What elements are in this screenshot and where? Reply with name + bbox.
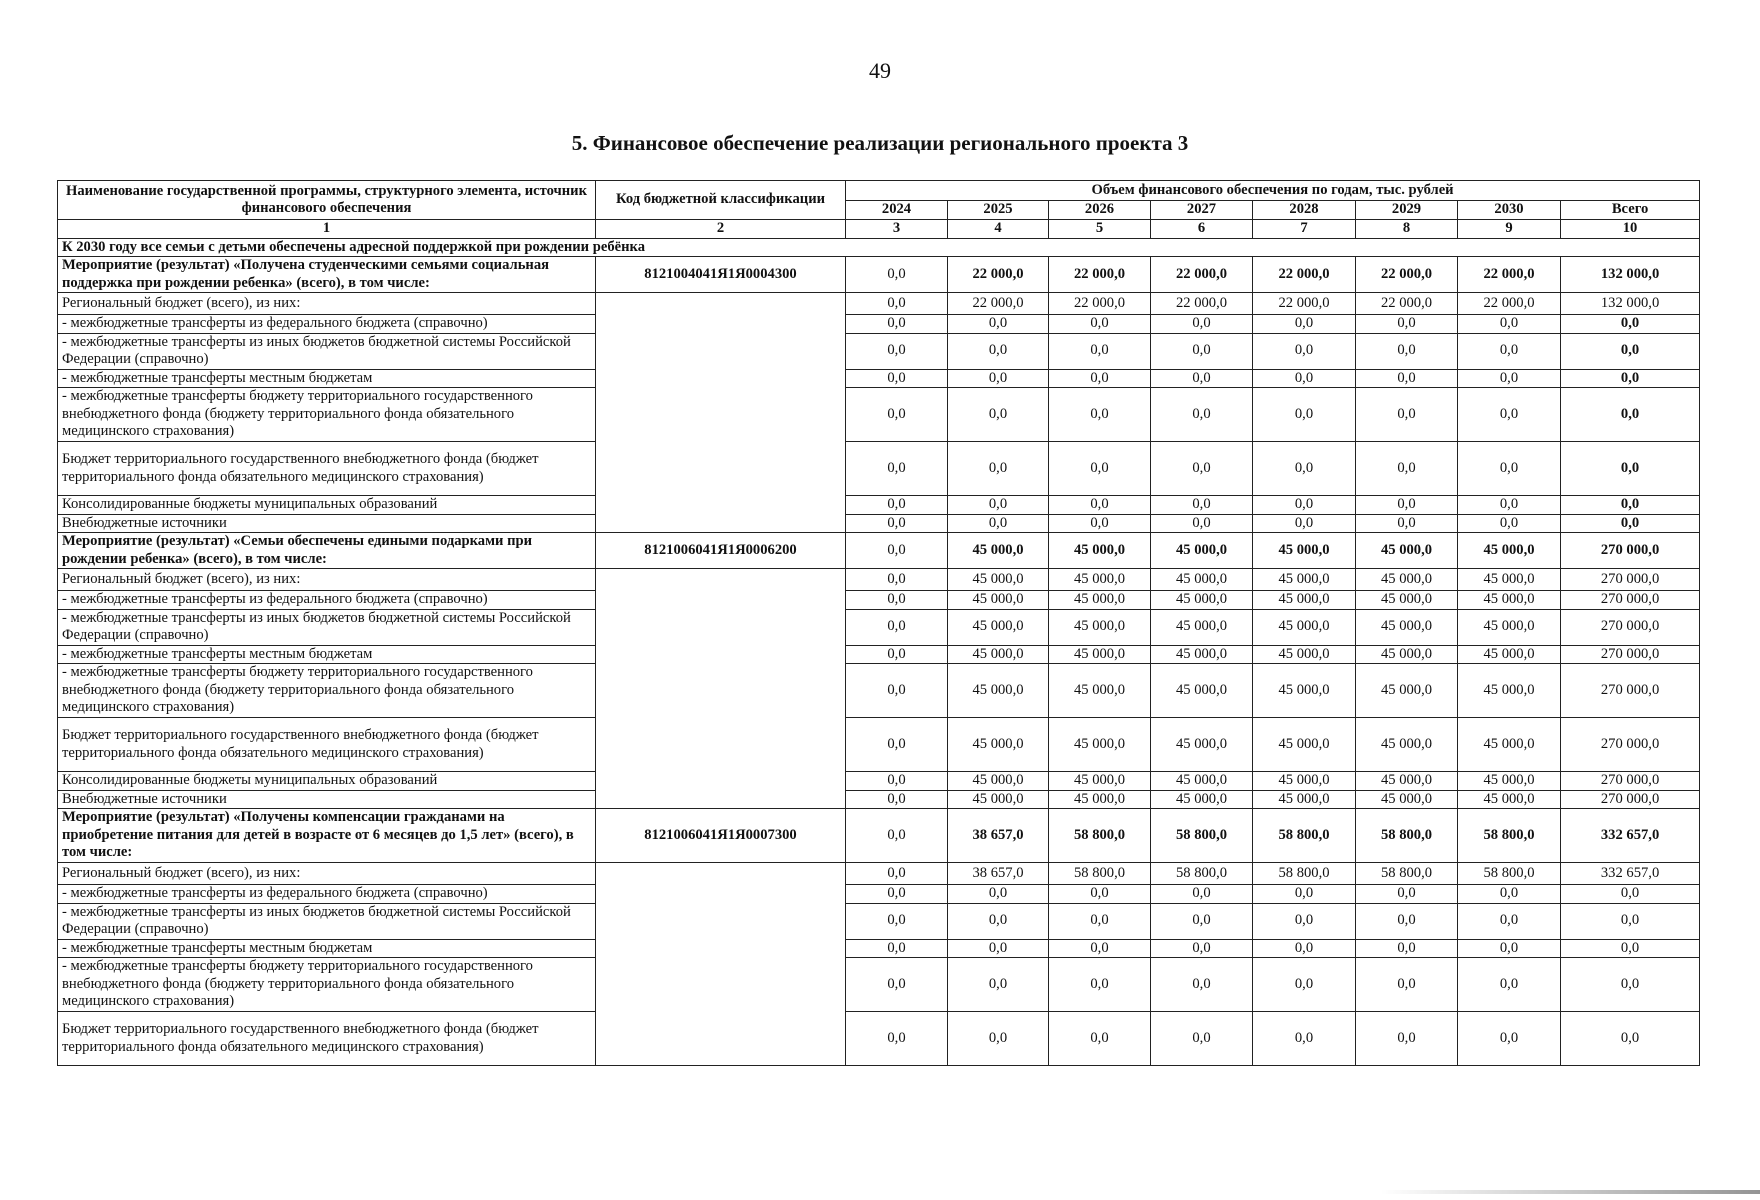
event-title: Мероприятие (результат) «Семьи обеспечены едиными подарками при рождении ребенка» (всего), в том числе:: [58, 533, 596, 569]
source-year-value: 0,0: [846, 315, 948, 334]
column-number: 3: [846, 220, 948, 239]
source-year-value: 0,0: [846, 609, 948, 645]
source-row: [58, 315, 1700, 334]
source-year-value: 0,0: [1458, 315, 1561, 334]
source-year-value: 22 000,0: [1151, 293, 1253, 315]
source-year-value: 45 000,0: [1253, 790, 1356, 809]
source-year-value: 45 000,0: [1151, 645, 1253, 664]
source-row: [58, 885, 1700, 904]
event-title: Мероприятие (результат) «Получена студенческими семьями социальная поддержка при рождении ребенка» (всего), в том числе:: [58, 257, 596, 293]
code-blank-cell: [596, 863, 846, 1066]
event-year-value: 0,0: [846, 533, 948, 569]
source-year-value: 0,0: [846, 903, 948, 939]
source-year-value: 0,0: [846, 772, 948, 791]
source-year-value: 45 000,0: [948, 591, 1049, 610]
source-year-value: 0,0: [1356, 333, 1458, 369]
budget-code: 8121006041Я1Я0007300: [596, 809, 846, 863]
source-year-value: 0,0: [1458, 369, 1561, 388]
source-year-value: 0,0: [1049, 496, 1151, 515]
event-year-value: 45 000,0: [1151, 533, 1253, 569]
source-year-value: 0,0: [1049, 315, 1151, 334]
source-total-value: 132 000,0: [1561, 293, 1700, 315]
source-year-value: 0,0: [948, 1012, 1049, 1066]
event-year-value: 58 800,0: [1151, 809, 1253, 863]
source-year-value: 0,0: [948, 315, 1049, 334]
source-total-value: 0,0: [1561, 939, 1700, 958]
column-number: 8: [1356, 220, 1458, 239]
document-title: 5. Финансовое обеспечение реализации регионального проекта 3: [571, 131, 1189, 155]
source-year-value: 0,0: [1049, 514, 1151, 533]
source-year-value: 45 000,0: [1253, 772, 1356, 791]
source-year-value: 45 000,0: [1049, 664, 1151, 718]
source-year-value: 45 000,0: [1253, 664, 1356, 718]
source-row: [58, 939, 1700, 958]
source-year-value: 38 657,0: [948, 863, 1049, 885]
source-year-value: 45 000,0: [1253, 591, 1356, 610]
source-year-value: 0,0: [1458, 885, 1561, 904]
source-year-value: 45 000,0: [948, 609, 1049, 645]
event-year-value: 58 800,0: [1049, 809, 1151, 863]
header-name: Наименование государственной программы, структурного элемента, источник финансового обеспечения: [58, 181, 596, 220]
source-year-value: 45 000,0: [1356, 609, 1458, 645]
header-volume: Объем финансового обеспечения по годам, тыс. рублей: [846, 181, 1700, 201]
source-label: Бюджет территориального государственного внебюджетного фонда (бюджет территориального фонда обязательного медицинского страхования): [58, 442, 596, 496]
source-year-value: 45 000,0: [1253, 645, 1356, 664]
source-year-value: 0,0: [1151, 514, 1253, 533]
header-total: Всего: [1561, 201, 1700, 220]
source-row: [58, 772, 1700, 791]
source-year-value: 0,0: [1253, 388, 1356, 442]
source-total-value: 270 000,0: [1561, 609, 1700, 645]
source-year-value: 0,0: [846, 863, 948, 885]
source-total-value: 270 000,0: [1561, 645, 1700, 664]
source-total-value: 270 000,0: [1561, 664, 1700, 718]
source-year-value: 0,0: [1253, 496, 1356, 515]
source-year-value: 0,0: [948, 442, 1049, 496]
source-year-value: 0,0: [1458, 514, 1561, 533]
source-total-value: 0,0: [1561, 958, 1700, 1012]
source-year-value: 0,0: [846, 790, 948, 809]
source-year-value: 45 000,0: [1049, 569, 1151, 591]
source-total-value: 0,0: [1561, 369, 1700, 388]
source-label: Региональный бюджет (всего), из них:: [58, 293, 596, 315]
source-year-value: 45 000,0: [1151, 664, 1253, 718]
event-year-value: 45 000,0: [948, 533, 1049, 569]
source-total-value: 0,0: [1561, 442, 1700, 496]
header-year: 2029: [1356, 201, 1458, 220]
source-year-value: 45 000,0: [948, 664, 1049, 718]
source-year-value: 0,0: [1253, 514, 1356, 533]
source-year-value: 0,0: [1356, 958, 1458, 1012]
source-year-value: 0,0: [1253, 885, 1356, 904]
source-year-value: 45 000,0: [1253, 569, 1356, 591]
source-year-value: 0,0: [1356, 514, 1458, 533]
source-year-value: 0,0: [1356, 903, 1458, 939]
source-year-value: 0,0: [1356, 885, 1458, 904]
source-year-value: 0,0: [846, 569, 948, 591]
budget-code: 8121004041Я1Я0004300: [596, 257, 846, 293]
source-year-value: 0,0: [948, 939, 1049, 958]
source-total-value: 0,0: [1561, 333, 1700, 369]
source-year-value: 0,0: [846, 645, 948, 664]
source-year-value: 0,0: [846, 388, 948, 442]
code-blank-cell: [596, 293, 846, 533]
source-total-value: 270 000,0: [1561, 772, 1700, 791]
source-year-value: 0,0: [1458, 496, 1561, 515]
source-year-value: 22 000,0: [1356, 293, 1458, 315]
source-year-value: 45 000,0: [948, 718, 1049, 772]
source-row: [58, 569, 1700, 591]
source-total-value: 0,0: [1561, 388, 1700, 442]
source-year-value: 0,0: [1458, 442, 1561, 496]
event-year-value: 22 000,0: [1458, 257, 1561, 293]
financing-table-wrapper: [57, 180, 1700, 1066]
event-year-value: 58 800,0: [1253, 809, 1356, 863]
source-year-value: 45 000,0: [1049, 609, 1151, 645]
source-year-value: 45 000,0: [1151, 718, 1253, 772]
source-year-value: 0,0: [1151, 442, 1253, 496]
source-row: [58, 442, 1700, 496]
event-year-value: 22 000,0: [1356, 257, 1458, 293]
source-year-value: 45 000,0: [1253, 609, 1356, 645]
source-year-value: 0,0: [846, 333, 948, 369]
source-year-value: 45 000,0: [1356, 591, 1458, 610]
source-label: - межбюджетные трансферты из иных бюджетов бюджетной системы Российской Федерации (справочно): [58, 903, 596, 939]
source-year-value: 0,0: [1356, 939, 1458, 958]
source-year-value: 0,0: [948, 903, 1049, 939]
source-year-value: 0,0: [1253, 369, 1356, 388]
source-year-value: 0,0: [1151, 333, 1253, 369]
source-year-value: 22 000,0: [948, 293, 1049, 315]
header-year: 2024: [846, 201, 948, 220]
event-year-value: 22 000,0: [1253, 257, 1356, 293]
source-label: Бюджет территориального государственного внебюджетного фонда (бюджет территориального фонда обязательного медицинского страхования): [58, 1012, 596, 1066]
source-total-value: 270 000,0: [1561, 591, 1700, 610]
column-number: 6: [1151, 220, 1253, 239]
source-total-value: 0,0: [1561, 885, 1700, 904]
source-year-value: 0,0: [1049, 903, 1151, 939]
source-year-value: 0,0: [1049, 369, 1151, 388]
event-year-value: 45 000,0: [1458, 533, 1561, 569]
source-year-value: 45 000,0: [1049, 591, 1151, 610]
source-label: - межбюджетные трансферты из иных бюджетов бюджетной системы Российской Федерации (справочно): [58, 333, 596, 369]
source-label: - межбюджетные трансферты местным бюджетам: [58, 369, 596, 388]
source-year-value: 0,0: [1253, 442, 1356, 496]
source-year-value: 0,0: [846, 939, 948, 958]
column-number: 5: [1049, 220, 1151, 239]
source-year-value: 0,0: [1151, 369, 1253, 388]
source-year-value: 0,0: [1253, 958, 1356, 1012]
source-row: [58, 591, 1700, 610]
source-total-value: 0,0: [1561, 1012, 1700, 1066]
budget-code: 8121006041Я1Я0006200: [596, 533, 846, 569]
source-year-value: 58 800,0: [1253, 863, 1356, 885]
source-year-value: 0,0: [846, 885, 948, 904]
source-year-value: 45 000,0: [1458, 569, 1561, 591]
event-year-value: 22 000,0: [1151, 257, 1253, 293]
event-year-value: 45 000,0: [1049, 533, 1151, 569]
source-year-value: 45 000,0: [1356, 645, 1458, 664]
source-year-value: 0,0: [948, 333, 1049, 369]
source-label: - межбюджетные трансферты местным бюджетам: [58, 939, 596, 958]
source-year-value: 0,0: [1356, 1012, 1458, 1066]
source-row: [58, 496, 1700, 515]
source-year-value: 0,0: [1458, 958, 1561, 1012]
source-year-value: 45 000,0: [1356, 664, 1458, 718]
source-label: - межбюджетные трансферты бюджету территориального государственного внебюджетного фонда (бюджету территориального фонда обязательного медицинского страхования): [58, 664, 596, 718]
source-total-value: 0,0: [1561, 315, 1700, 334]
source-year-value: 22 000,0: [1049, 293, 1151, 315]
source-year-value: 0,0: [846, 442, 948, 496]
source-year-value: 45 000,0: [948, 569, 1049, 591]
source-label: - межбюджетные трансферты из федерального бюджета (справочно): [58, 885, 596, 904]
source-row: [58, 790, 1700, 809]
source-year-value: 58 800,0: [1356, 863, 1458, 885]
source-year-value: 0,0: [1151, 885, 1253, 904]
source-total-value: 270 000,0: [1561, 790, 1700, 809]
source-year-value: 45 000,0: [1049, 772, 1151, 791]
source-year-value: 45 000,0: [1151, 609, 1253, 645]
event-total-value: 132 000,0: [1561, 257, 1700, 293]
source-year-value: 0,0: [1356, 315, 1458, 334]
source-year-value: 0,0: [1049, 388, 1151, 442]
source-year-value: 0,0: [1356, 442, 1458, 496]
source-year-value: 0,0: [1151, 315, 1253, 334]
source-year-value: 0,0: [1458, 1012, 1561, 1066]
source-label: - межбюджетные трансферты бюджету территориального государственного внебюджетного фонда (бюджету территориального фонда обязательного медицинского страхования): [58, 388, 596, 442]
source-year-value: 0,0: [1049, 885, 1151, 904]
source-year-value: 0,0: [846, 293, 948, 315]
source-year-value: 0,0: [846, 958, 948, 1012]
header-year: 2028: [1253, 201, 1356, 220]
source-year-value: 45 000,0: [1458, 591, 1561, 610]
event-year-value: 22 000,0: [948, 257, 1049, 293]
source-year-value: 45 000,0: [1356, 569, 1458, 591]
source-year-value: 0,0: [846, 591, 948, 610]
column-number: 4: [948, 220, 1049, 239]
source-year-value: 0,0: [948, 369, 1049, 388]
source-label: - межбюджетные трансферты местным бюджетам: [58, 645, 596, 664]
source-year-value: 0,0: [948, 885, 1049, 904]
source-year-value: 0,0: [1458, 333, 1561, 369]
source-year-value: 0,0: [846, 369, 948, 388]
source-row: [58, 388, 1700, 442]
source-year-value: 0,0: [1458, 939, 1561, 958]
source-row: [58, 333, 1700, 369]
source-year-value: 0,0: [1458, 388, 1561, 442]
source-label: Консолидированные бюджеты муниципальных образований: [58, 496, 596, 515]
source-year-value: 0,0: [1151, 388, 1253, 442]
event-total-value: 332 657,0: [1561, 809, 1700, 863]
column-number: 1: [58, 220, 596, 239]
source-year-value: 0,0: [1356, 496, 1458, 515]
event-row: [58, 809, 1700, 863]
source-total-value: 270 000,0: [1561, 718, 1700, 772]
source-label: - межбюджетные трансферты из иных бюджетов бюджетной системы Российской Федерации (справочно): [58, 609, 596, 645]
source-year-value: 22 000,0: [1458, 293, 1561, 315]
source-year-value: 45 000,0: [1151, 772, 1253, 791]
source-year-value: 45 000,0: [1356, 772, 1458, 791]
source-year-value: 0,0: [1049, 1012, 1151, 1066]
source-year-value: 0,0: [1253, 939, 1356, 958]
source-row: [58, 514, 1700, 533]
source-label: - межбюджетные трансферты из федерального бюджета (справочно): [58, 591, 596, 610]
source-row: [58, 863, 1700, 885]
source-year-value: 0,0: [846, 718, 948, 772]
source-total-value: 0,0: [1561, 514, 1700, 533]
code-blank-cell: [596, 569, 846, 809]
event-row: [58, 257, 1700, 293]
event-year-value: 45 000,0: [1253, 533, 1356, 569]
header-year: 2027: [1151, 201, 1253, 220]
source-year-value: 0,0: [1253, 1012, 1356, 1066]
source-year-value: 0,0: [1151, 1012, 1253, 1066]
header-year: 2025: [948, 201, 1049, 220]
header-year: 2030: [1458, 201, 1561, 220]
source-label: Внебюджетные источники: [58, 790, 596, 809]
source-year-value: 45 000,0: [1458, 772, 1561, 791]
source-label: - межбюджетные трансферты бюджету территориального государственного внебюджетного фонда (бюджету территориального фонда обязательного медицинского страхования): [58, 958, 596, 1012]
source-row: [58, 903, 1700, 939]
source-year-value: 45 000,0: [1458, 718, 1561, 772]
section-title: К 2030 году все семьи с детьми обеспечены адресной поддержкой при рождении ребёнка: [58, 238, 1700, 257]
source-total-value: 0,0: [1561, 903, 1700, 939]
source-year-value: 45 000,0: [1049, 790, 1151, 809]
event-total-value: 270 000,0: [1561, 533, 1700, 569]
source-total-value: 332 657,0: [1561, 863, 1700, 885]
source-row: [58, 664, 1700, 718]
source-year-value: 0,0: [1356, 388, 1458, 442]
source-year-value: 0,0: [1356, 369, 1458, 388]
source-year-value: 0,0: [1151, 958, 1253, 1012]
source-year-value: 0,0: [846, 664, 948, 718]
source-year-value: 0,0: [948, 514, 1049, 533]
event-year-value: 58 800,0: [1458, 809, 1561, 863]
source-label: Региональный бюджет (всего), из них:: [58, 569, 596, 591]
column-number: 9: [1458, 220, 1561, 239]
source-year-value: 45 000,0: [1458, 790, 1561, 809]
column-number: 10: [1561, 220, 1700, 239]
source-year-value: 0,0: [1458, 903, 1561, 939]
source-year-value: 0,0: [1151, 939, 1253, 958]
column-number: 2: [596, 220, 846, 239]
source-label: - межбюджетные трансферты из федерального бюджета (справочно): [58, 315, 596, 334]
source-year-value: 0,0: [1253, 315, 1356, 334]
source-row: [58, 609, 1700, 645]
source-year-value: 45 000,0: [1458, 664, 1561, 718]
source-year-value: 0,0: [1049, 939, 1151, 958]
source-year-value: 0,0: [1049, 333, 1151, 369]
event-year-value: 58 800,0: [1356, 809, 1458, 863]
source-year-value: 0,0: [948, 958, 1049, 1012]
source-year-value: 0,0: [846, 1012, 948, 1066]
source-year-value: 0,0: [846, 496, 948, 515]
source-total-value: 0,0: [1561, 496, 1700, 515]
source-year-value: 45 000,0: [1049, 718, 1151, 772]
source-year-value: 0,0: [1151, 903, 1253, 939]
source-year-value: 58 800,0: [1049, 863, 1151, 885]
page-number: 49: [869, 58, 891, 83]
source-year-value: 58 800,0: [1458, 863, 1561, 885]
source-row: [58, 958, 1700, 1012]
source-year-value: 0,0: [1049, 958, 1151, 1012]
source-year-value: 45 000,0: [1356, 790, 1458, 809]
source-row: [58, 718, 1700, 772]
source-total-value: 270 000,0: [1561, 569, 1700, 591]
source-label: Консолидированные бюджеты муниципальных образований: [58, 772, 596, 791]
event-year-value: 45 000,0: [1356, 533, 1458, 569]
source-year-value: 58 800,0: [1151, 863, 1253, 885]
source-year-value: 45 000,0: [1356, 718, 1458, 772]
scan-edge-shadow: [1380, 1190, 1760, 1194]
source-year-value: 45 000,0: [1151, 790, 1253, 809]
event-year-value: 22 000,0: [1049, 257, 1151, 293]
source-year-value: 45 000,0: [1151, 591, 1253, 610]
source-year-value: 45 000,0: [1049, 645, 1151, 664]
source-year-value: 0,0: [1049, 442, 1151, 496]
source-year-value: 0,0: [1253, 903, 1356, 939]
source-year-value: 45 000,0: [948, 645, 1049, 664]
source-row: [58, 645, 1700, 664]
source-year-value: 0,0: [1253, 333, 1356, 369]
header-year: 2026: [1049, 201, 1151, 220]
source-year-value: 22 000,0: [1253, 293, 1356, 315]
financing-table: [57, 180, 1700, 1066]
source-label: Бюджет территориального государственного внебюджетного фонда (бюджет территориального фонда обязательного медицинского страхования): [58, 718, 596, 772]
source-row: [58, 1012, 1700, 1066]
source-row: [58, 369, 1700, 388]
source-year-value: 0,0: [846, 514, 948, 533]
event-year-value: 0,0: [846, 809, 948, 863]
source-label: Региональный бюджет (всего), из них:: [58, 863, 596, 885]
event-year-value: 38 657,0: [948, 809, 1049, 863]
source-year-value: 0,0: [948, 496, 1049, 515]
event-row: [58, 533, 1700, 569]
source-row: [58, 293, 1700, 315]
event-title: Мероприятие (результат) «Получены компенсации гражданами на приобретение питания для детей в возрасте от 6 месяцев до 1,5 лет» (всего), в том числе:: [58, 809, 596, 863]
source-year-value: 45 000,0: [1151, 569, 1253, 591]
event-year-value: 0,0: [846, 257, 948, 293]
source-label: Внебюджетные источники: [58, 514, 596, 533]
source-year-value: 45 000,0: [1458, 609, 1561, 645]
source-year-value: 45 000,0: [1253, 718, 1356, 772]
source-year-value: 45 000,0: [948, 790, 1049, 809]
column-number: 7: [1253, 220, 1356, 239]
source-year-value: 45 000,0: [1458, 645, 1561, 664]
source-year-value: 45 000,0: [948, 772, 1049, 791]
source-year-value: 0,0: [948, 388, 1049, 442]
source-year-value: 0,0: [1151, 496, 1253, 515]
header-code: Код бюджетной классификации: [596, 181, 846, 220]
